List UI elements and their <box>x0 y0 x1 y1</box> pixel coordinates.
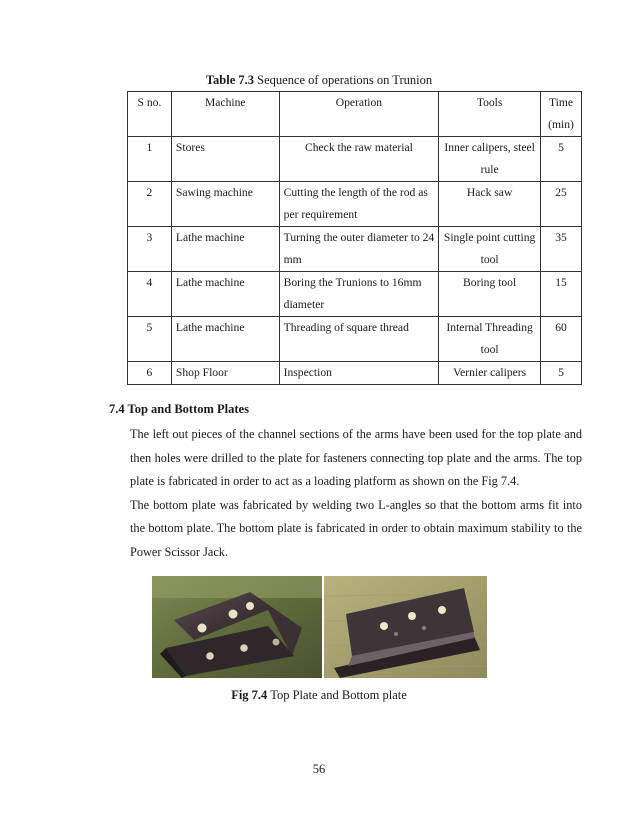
cell-operation: Boring the Trunions to 16mm diameter <box>279 272 439 317</box>
cell-operation: Turning the outer diameter to 24 mm <box>279 227 439 272</box>
paragraph: The left out pieces of the channel sections of the arms have been used for the top plate and then holes were drilled to the plate for fasteners connecting top plate and the arms. The top plate is fabricated in order to act as a loading platform as shown on the Fig 7.4. <box>130 427 582 488</box>
table-caption-text: Sequence of operations on Trunion <box>254 73 433 87</box>
cell-machine: Lathe machine <box>171 317 279 362</box>
figure-caption-text: Top Plate and Bottom plate <box>267 688 407 702</box>
cell-operation: Check the raw material <box>279 137 439 182</box>
cell-time: 15 <box>541 272 582 317</box>
page-number: 56 <box>312 762 326 776</box>
cell-sno: 1 <box>128 137 172 182</box>
operations-table <box>127 91 582 385</box>
table-caption <box>0 73 638 88</box>
cell-time: 5 <box>541 137 582 182</box>
cell-tools: Single point cutting tool <box>439 227 541 272</box>
figure-caption-label: Fig 7.4 <box>231 688 268 702</box>
cell-machine: Lathe machine <box>171 272 279 317</box>
cell-machine: Shop Floor <box>171 362 279 385</box>
table-row <box>128 182 582 227</box>
section-body <box>130 423 582 564</box>
header-sno: S no. <box>128 92 172 137</box>
cell-tools: Hack saw <box>439 182 541 227</box>
table-row <box>128 137 582 182</box>
bottom-plate-photo <box>324 576 487 678</box>
top-plate-photo <box>152 576 322 678</box>
header-tools: Tools <box>439 92 541 137</box>
cell-machine: Sawing machine <box>171 182 279 227</box>
cell-operation: Threading of square thread <box>279 317 439 362</box>
cell-time: 35 <box>541 227 582 272</box>
figure-caption <box>0 688 638 703</box>
cell-operation: Cutting the length of the rod as per requirement <box>279 182 439 227</box>
header-time: Time (min) <box>541 92 582 137</box>
cell-machine: Lathe machine <box>171 227 279 272</box>
cell-time: 5 <box>541 362 582 385</box>
cell-sno: 5 <box>128 317 172 362</box>
table-row <box>128 227 582 272</box>
table-row <box>128 317 582 362</box>
cell-tools: Boring tool <box>439 272 541 317</box>
cell-tools: Inner calipers, steel rule <box>439 137 541 182</box>
cell-sno: 6 <box>128 362 172 385</box>
table-row <box>128 362 582 385</box>
cell-tools: Internal Threading tool <box>439 317 541 362</box>
cell-time: 25 <box>541 182 582 227</box>
header-machine: Machine <box>171 92 279 137</box>
header-operation: Operation <box>279 92 439 137</box>
section-heading: 7.4 Top and Bottom Plates <box>109 402 249 416</box>
table-row <box>128 272 582 317</box>
paragraph: The bottom plate was fabricated by welding two L-angles so that the bottom arms fit into the bottom plate. The bottom plate is fabricated in order to obtain maximum stability to the Power Scissor Jack. <box>130 497 582 559</box>
cell-operation: Inspection <box>279 362 439 385</box>
cell-time: 60 <box>541 317 582 362</box>
cell-sno: 2 <box>128 182 172 227</box>
cell-machine: Stores <box>171 137 279 182</box>
cell-sno: 3 <box>128 227 172 272</box>
table-header-row <box>128 92 582 137</box>
table-caption-label: Table 7.3 <box>205 73 255 87</box>
cell-tools: Vernier calipers <box>439 362 541 385</box>
cell-sno: 4 <box>128 272 172 317</box>
